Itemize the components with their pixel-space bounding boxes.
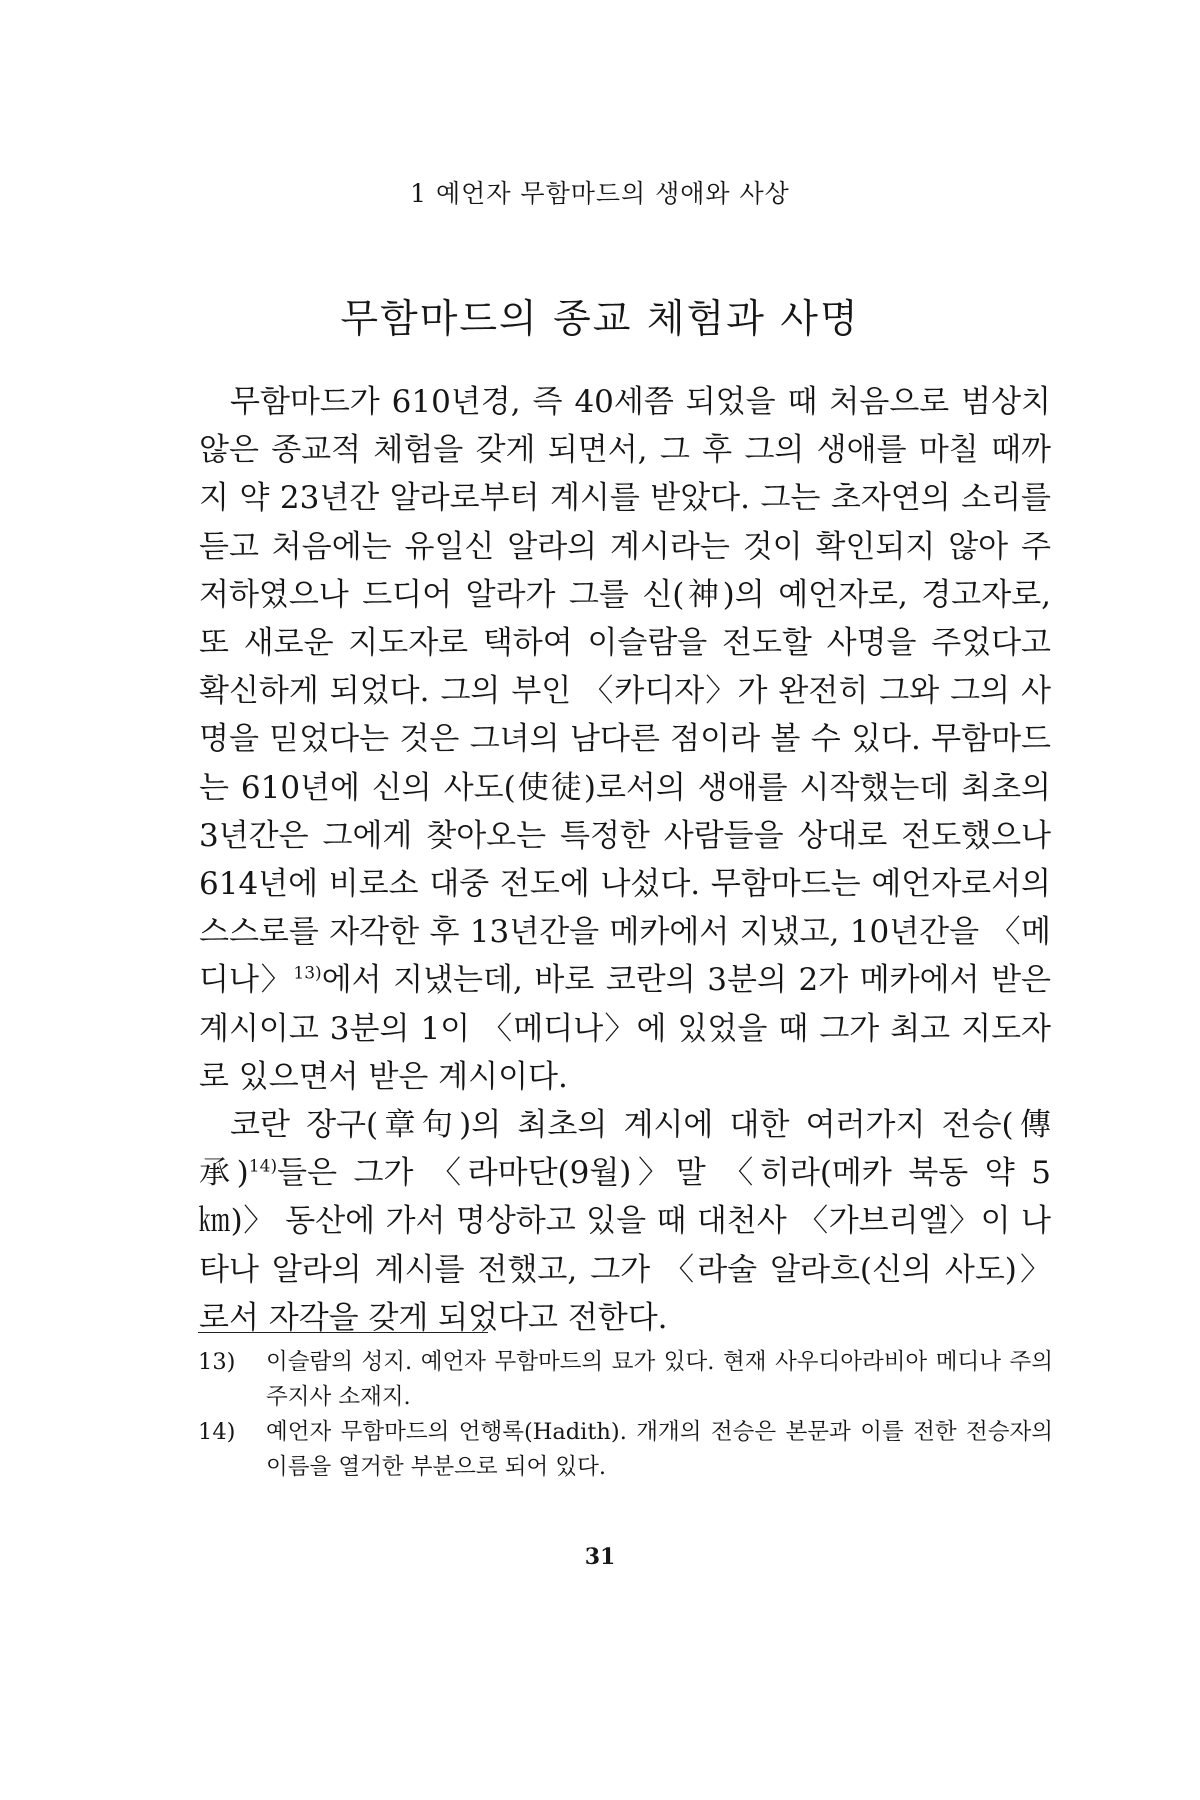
footnote-text: 이슬람의 성지. 예언자 무함마드의 묘가 있다. 현재 사우디아라비아 메디나 주의 주지사 소재지. <box>266 1349 1053 1410</box>
footnote-number: 13) <box>198 1349 236 1375</box>
footnote-14 <box>198 1415 1053 1485</box>
running-head: 1 예언자 무함마드의 생애와 사상 <box>410 179 790 208</box>
footnote-text: 예언자 무함마드의 언행록(Hadith). 개개의 전승은 본문과 이를 전한 전승자의 이름을 열거한 부분으로 되어 있다. <box>266 1419 1053 1480</box>
footnote-13 <box>198 1345 1053 1415</box>
footnote-ref-14: 14) <box>248 1156 278 1177</box>
paragraph-2 <box>199 1101 1051 1342</box>
paragraph-text: 코란 장구(章句)의 최초의 계시에 대한 여러가지 전승(傳承) <box>199 1107 1051 1192</box>
section-title: 무함마드의 종교 체험과 사명 <box>340 297 860 342</box>
paragraph-text: 에서 지냈는데, 바로 코란의 3분의 2가 메카에서 받은 계시이고 3분의 1이 〈메디나〉에 있었을 때 그가 최고 지도자로 있으면서 받은 계시이다. <box>199 962 1051 1095</box>
footnote-divider <box>198 1332 488 1333</box>
paragraph-1 <box>199 378 1051 1101</box>
footnote-number: 14) <box>198 1419 236 1445</box>
paragraph-text: 무함마드가 610년경, 즉 40세쯤 되었을 때 처음으로 범상치 않은 종교적 체험을 갖게 되면서, 그 후 그의 생애를 마칠 때까지 약 23년간 알라로부터 계시를 받았다. 그는 초자연의 소리를 듣고 처음에는 유일신 알라의 계시라는 것이 확인되지 않아 주저하였으나 드디어 알라가 그를 신(神)의 예언자로, 경고자로, 또 새로운 지도자로 택하여 이슬람을 전도할 사명을 주었다고 확신하게 되었다. 그의 부인 〈카디자〉가 완전히 그와 그의 사명을 믿었다는 것은 그녀의 남다른 점이라 볼 수 있다. 무함마드는 610년에 신의 사도(使徒)로서의 생애를 시작했는데 최초의 3년간은 그에게 찾아오는 특정한 사람들을 상대로 전도했으나 614년에 비로소 대중 전도에 나섰다. 무함마드는 예언자로서의 스스로를 자각한 후 13년간을 메카에서 지냈고, 10년간을 〈메디나〉 <box>199 384 1051 999</box>
page-number: 31 <box>584 1544 616 1570</box>
paragraph-text: 들은 그가 〈라마단(9월)〉말 〈히라(메카 북동 약 5㎞)〉 동산에 가서 명상하고 있을 때 대천사 〈가브리엘〉이 나타나 알라의 계시를 전했고, 그가 〈라술 알라흐(신의 사도)〉로서 자각을 갖게 되었다고 전한다. <box>199 1155 1051 1336</box>
body-text <box>199 378 1051 1342</box>
footnote-ref-13: 13) <box>293 964 322 985</box>
footnotes <box>198 1345 1053 1485</box>
